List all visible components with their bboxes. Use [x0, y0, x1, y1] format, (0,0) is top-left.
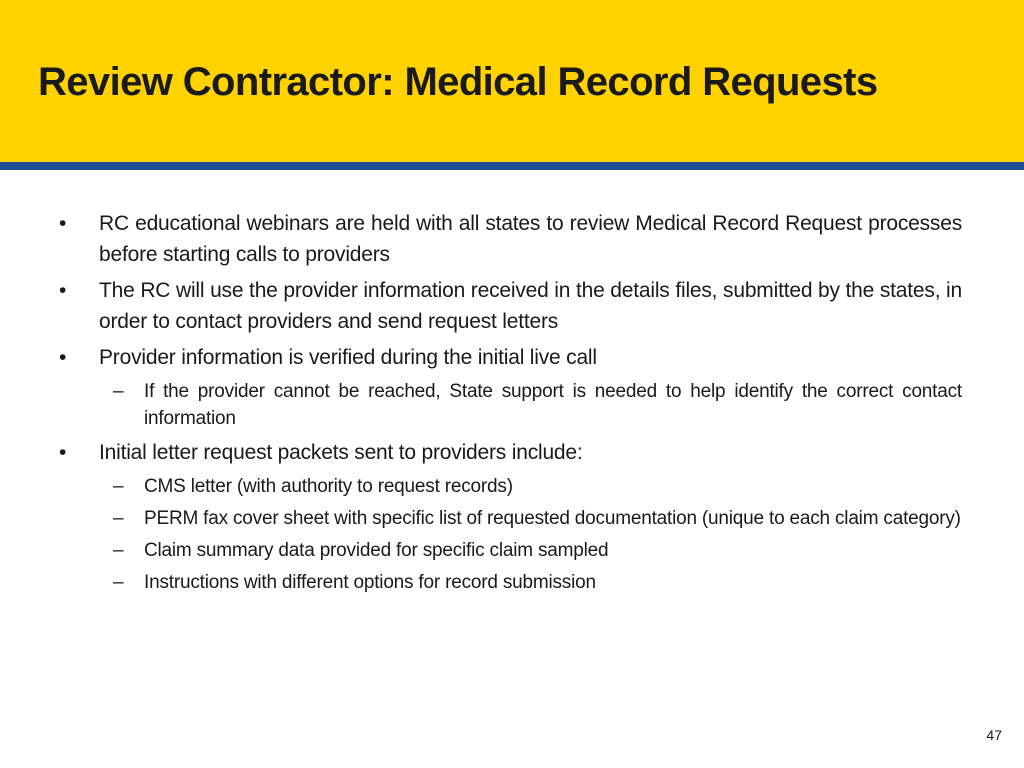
bullet-text: The RC will use the provider information received in the details files, submitted by the states, in order to contact providers and send request letters	[99, 279, 962, 333]
bullet-text: RC educational webinars are held with all states to review Medical Record Request processes before starting calls to providers	[99, 212, 962, 266]
sub-bullet-text: Claim summary data provided for specific claim sampled	[144, 540, 609, 561]
sub-bullet-item	[0, 537, 1024, 564]
bullet-marker: •	[59, 279, 67, 302]
bullet-marker: •	[59, 346, 67, 369]
bullet-item	[0, 208, 1024, 270]
bullet-text: Provider information is verified during the initial live call	[99, 346, 597, 369]
bullet-list	[0, 208, 1024, 601]
sub-bullet-marker: –	[113, 508, 124, 529]
title-underline-stripe	[0, 162, 1024, 170]
bullet-text: Initial letter request packets sent to providers include:	[99, 441, 583, 464]
sub-bullet-text: CMS letter (with authority to request records)	[144, 476, 513, 497]
bullet-marker: •	[59, 441, 67, 464]
sub-bullet-text: Instructions with different options for record submission	[144, 572, 596, 593]
bullet-marker: •	[59, 212, 67, 235]
slide-title: Review Contractor: Medical Record Requests	[38, 60, 878, 104]
sub-bullet-marker: –	[113, 476, 124, 497]
bullet-item	[0, 275, 1024, 337]
sub-bullet-marker: –	[113, 572, 124, 593]
bullet-item	[0, 437, 1024, 468]
page-number: 47	[986, 727, 1002, 743]
sub-bullet-text: If the provider cannot be reached, State support is needed to help identify the correct contact information	[144, 381, 962, 429]
sub-bullet-item	[0, 378, 1024, 432]
sub-bullet-item	[0, 473, 1024, 500]
sub-bullet-marker: –	[113, 540, 124, 561]
bullet-item	[0, 342, 1024, 373]
title-banner	[0, 0, 1024, 162]
sub-bullet-marker: –	[113, 381, 124, 402]
sub-bullet-item	[0, 505, 1024, 532]
sub-bullet-item	[0, 569, 1024, 596]
sub-bullet-text: PERM fax cover sheet with specific list of requested documentation (unique to each claim category)	[144, 508, 961, 529]
